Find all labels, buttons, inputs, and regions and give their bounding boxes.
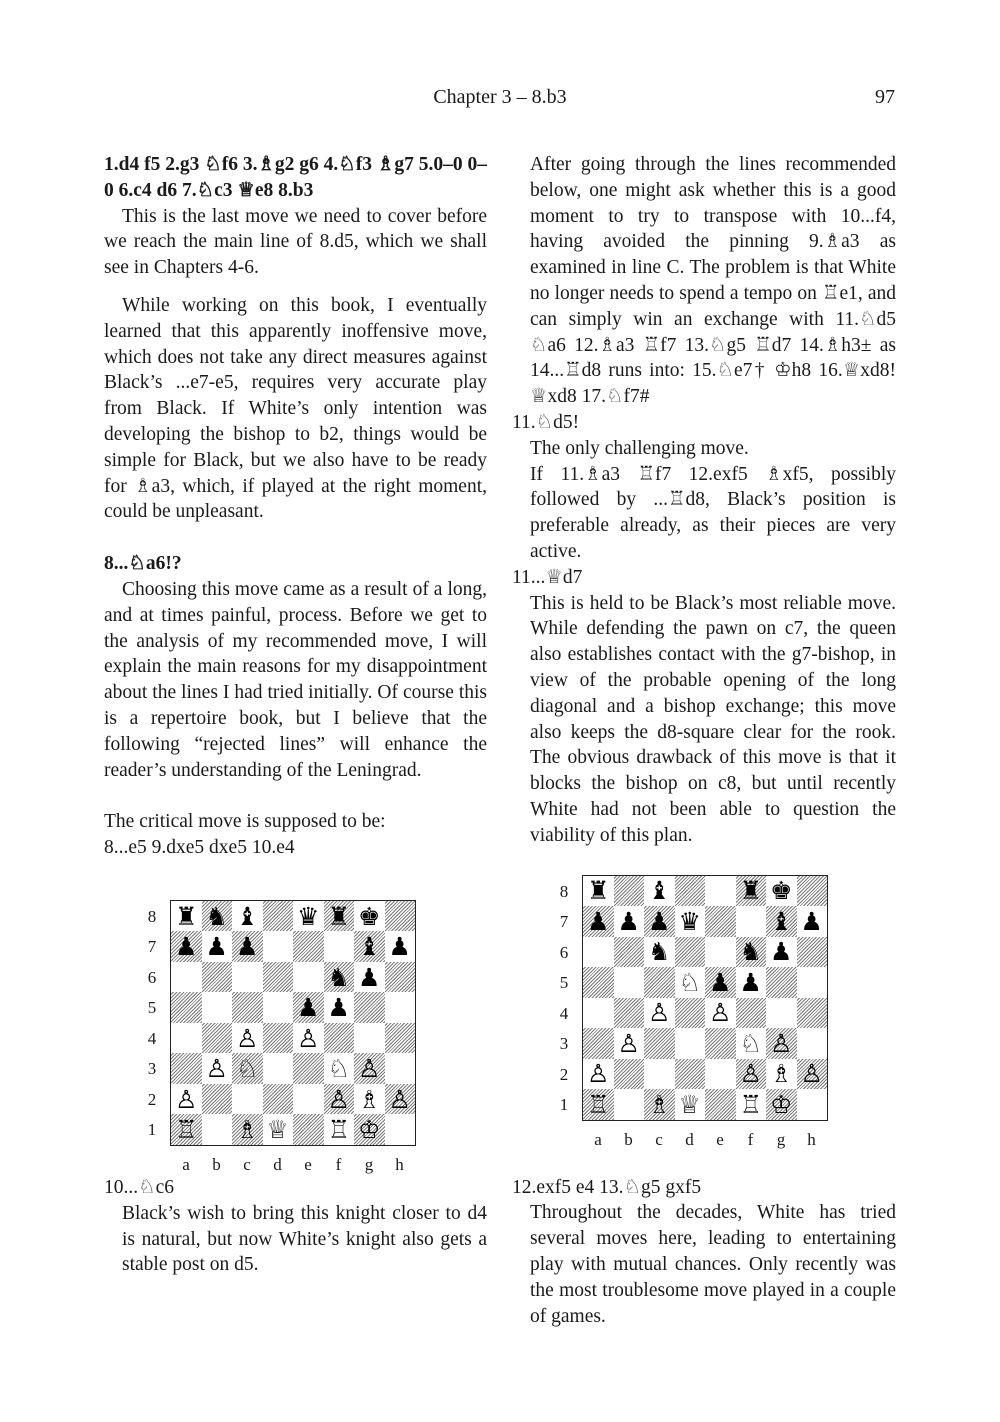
chess-piece: ♟ <box>587 906 610 936</box>
chess-piece: ♙ <box>388 1084 411 1114</box>
board-square <box>705 967 736 998</box>
chess-piece: ♙ <box>236 1023 259 1053</box>
chess-piece: ♟ <box>236 932 259 962</box>
chess-piece: ♝ <box>236 901 259 931</box>
rank-label: 7 <box>559 912 569 932</box>
chess-piece: ♙ <box>800 1059 823 1089</box>
chess-piece: ♙ <box>205 1054 228 1084</box>
chess-piece: ♝ <box>648 876 671 906</box>
board-square <box>797 906 828 937</box>
board-square <box>797 1028 828 1059</box>
chess-piece: ♔ <box>358 1115 381 1145</box>
board-square <box>705 1089 736 1120</box>
board-square <box>614 1028 645 1059</box>
left-column <box>104 152 487 1278</box>
rank-label: 6 <box>147 967 157 987</box>
rank-label: 5 <box>147 998 157 1018</box>
paragraph: Throughout the decades, White has tried several moves here, leading to entertaining play with mutual chances. Only recently was the most troublesome move played in a couple of games. <box>530 1202 896 1327</box>
board-square <box>644 1028 675 1059</box>
rank-label: 8 <box>147 906 157 926</box>
rank-label: 3 <box>559 1034 569 1054</box>
chess-piece: ♞ <box>205 901 228 931</box>
file-label: b <box>212 1154 221 1174</box>
board-square <box>232 1084 263 1115</box>
board-square <box>263 901 294 932</box>
chess-piece: ♟ <box>770 937 793 967</box>
board-square <box>232 901 263 932</box>
board-square <box>354 1023 385 1054</box>
file-label: h <box>395 1154 404 1174</box>
board-square <box>171 901 202 932</box>
rank-label: 6 <box>559 942 569 962</box>
move-line: 11...♕d7 <box>512 566 583 588</box>
chess-piece: ♕ <box>266 1115 289 1145</box>
board-square <box>614 937 645 968</box>
board-square <box>583 937 614 968</box>
board-square <box>583 1028 614 1059</box>
board-square <box>171 1023 202 1054</box>
board-square <box>675 906 706 937</box>
file-label: e <box>304 1154 312 1174</box>
board-square <box>293 992 324 1023</box>
file-label: g <box>364 1154 374 1174</box>
paragraph: This is the last move we need to cover before we reach the main line of 8.d5, which we shall see in Chapters 4-6. <box>104 205 487 279</box>
chess-piece: ♖ <box>739 1089 762 1119</box>
main-line-heading: 1.d4 f5 2.g3 ♘f6 3.♗g2 g6 4.♘f3 ♗g7 5.0–0 0–0 6.c4 d6 7.♘c3 ♕e8 8.b3 <box>104 154 488 201</box>
chess-piece: ♔ <box>770 1089 793 1119</box>
chess-piece: ♙ <box>739 1059 762 1089</box>
board-square <box>232 1053 263 1084</box>
board-square <box>354 962 385 993</box>
file-label: d <box>685 1129 694 1149</box>
rank-label: 5 <box>559 973 569 993</box>
paragraph: While working on this book, I eventually learned that this apparently inoffensive move, which does not take any direct measures against Black’s ...e7-e5, requires very accurate play from Black. If White’s only intention was developing the bishop to b2, things would be simple for Black, but we also have to be ready for ♗a3, which, if played at the right moment, could be unpleasant. <box>104 294 487 523</box>
board-square <box>232 1023 263 1054</box>
board-square <box>675 937 706 968</box>
chess-piece: ♞ <box>327 962 350 992</box>
chess-piece: ♙ <box>709 998 732 1028</box>
board-square <box>324 992 355 1023</box>
board-square <box>293 962 324 993</box>
board-square <box>385 1084 416 1115</box>
board-square <box>324 1114 355 1145</box>
board-square <box>736 967 767 998</box>
page-number: 97 <box>875 86 895 108</box>
board-square <box>797 967 828 998</box>
board-square <box>766 937 797 968</box>
chess-piece: ♗ <box>648 1089 671 1119</box>
board-square <box>736 906 767 937</box>
board-square <box>736 937 767 968</box>
chess-piece: ♜ <box>175 901 198 931</box>
chess-piece: ♙ <box>327 1084 350 1114</box>
board-square <box>171 1053 202 1084</box>
chess-piece: ♟ <box>327 993 350 1023</box>
file-label: a <box>182 1154 190 1174</box>
chess-piece: ♗ <box>770 1059 793 1089</box>
board-square <box>614 1059 645 1090</box>
board-square <box>293 931 324 962</box>
chess-piece: ♜ <box>587 876 610 906</box>
chess-piece: ♕ <box>678 1089 701 1119</box>
chess-piece: ♟ <box>800 906 823 936</box>
chess-piece: ♟ <box>358 962 381 992</box>
board-square <box>705 906 736 937</box>
board-square <box>232 992 263 1023</box>
board-square <box>263 992 294 1023</box>
board-square <box>293 1023 324 1054</box>
board-square <box>263 1053 294 1084</box>
move-line: 12.exf5 e4 13.♘g5 gxf5 <box>512 1176 702 1198</box>
board-square <box>324 1023 355 1054</box>
board-square <box>293 901 324 932</box>
board-square <box>385 931 416 962</box>
paragraph: Black’s wish to bring this knight closer to d4 is natural, but now White’s knight also gets a stable post on d5. <box>122 1202 487 1276</box>
chess-piece: ♝ <box>358 932 381 962</box>
board-square <box>583 967 614 998</box>
paragraph: This is held to be Black’s most reliable move. While defending the pawn on c7, the queen also establishes contact with the g7-bishop, in view of the probable opening of the long diagonal and a bishop exchange; this move also keeps the d8-square clear for the rook. The obvious drawback of this move is that it blocks the bishop on c8, but until recently White had not been able to question the viability of this plan. <box>530 592 896 846</box>
chess-piece: ♜ <box>327 901 350 931</box>
board-square <box>232 1114 263 1145</box>
chess-diagram-1 <box>104 861 487 1175</box>
board-square <box>675 876 706 907</box>
board-square <box>324 1053 355 1084</box>
rank-label: 4 <box>559 1003 569 1023</box>
board-square <box>736 876 767 907</box>
file-label: h <box>807 1129 816 1149</box>
board-square <box>263 1084 294 1115</box>
file-label: d <box>273 1154 282 1174</box>
file-label: a <box>594 1129 602 1149</box>
board-square <box>736 1028 767 1059</box>
chess-piece: ♛ <box>678 906 701 936</box>
paragraph: Choosing this move came as a result of a long, and at times painful, process. Before we get to the analysis of my recommended move, I will explain the main reasons for my disappointment about the lines I had tried initially. Of course this is a repertoire book, but I believe that the following “rejected lines” will enhance the reader’s understanding of the Leningrad. <box>104 578 487 781</box>
board-square <box>324 962 355 993</box>
board-square <box>797 1089 828 1120</box>
board-square <box>644 876 675 907</box>
move-line: 11.♘d5! <box>512 411 580 433</box>
rank-label: 1 <box>147 1120 157 1140</box>
chess-piece: ♟ <box>648 906 671 936</box>
board-square <box>385 962 416 993</box>
rank-label: 8 <box>559 881 569 901</box>
rank-label: 4 <box>147 1028 157 1048</box>
chessboard <box>582 875 828 1121</box>
board-square <box>171 1114 202 1145</box>
chess-piece: ♟ <box>709 967 732 997</box>
board-square <box>202 901 233 932</box>
board-square <box>202 962 233 993</box>
file-label: c <box>655 1129 663 1149</box>
board-square <box>354 992 385 1023</box>
board-square <box>675 998 706 1029</box>
board-square <box>614 1089 645 1120</box>
critical-intro: The critical move is supposed to be: <box>104 811 386 833</box>
chess-piece: ♟ <box>739 967 762 997</box>
board-square <box>644 906 675 937</box>
chess-piece: ♜ <box>739 876 762 906</box>
chess-piece: ♙ <box>175 1084 198 1114</box>
board-square <box>324 1084 355 1115</box>
board-square <box>766 1089 797 1120</box>
running-header-title: Chapter 3 – 8.b3 <box>433 86 567 108</box>
file-label: f <box>335 1154 342 1174</box>
rank-label: 1 <box>559 1095 569 1115</box>
chess-piece: ♖ <box>175 1115 198 1145</box>
chess-piece: ♟ <box>617 906 640 936</box>
board-square <box>385 1114 416 1145</box>
board-square <box>232 962 263 993</box>
file-label: b <box>624 1129 633 1149</box>
board-square <box>293 1114 324 1145</box>
board-square <box>263 962 294 993</box>
board-square <box>202 1114 233 1145</box>
move-line: 10...♘c6 <box>104 1176 175 1198</box>
board-square <box>385 901 416 932</box>
board-square <box>232 931 263 962</box>
board-square <box>324 931 355 962</box>
file-label: f <box>747 1129 754 1149</box>
chess-diagram-2 <box>530 849 896 1175</box>
board-square <box>583 906 614 937</box>
paragraph: After going through the lines recommended below, one might ask whether this is a good moment to try to transpose with 10...f4, having avoided the pinning 9.♗a3 as examined in line C. The problem is that White no longer needs to spend a tempo on ♖e1, and can simply win an exchange with 11.♘d5 ♘a6 12.♗a3 ♖f7 13.♘g5 ♖d7 14.♗h3± as 14...♖d8 runs into: 15.♘e7† ♔h8 16.♕xd8! ♕xd8 17.♘f7# <box>530 154 896 408</box>
board-square <box>324 901 355 932</box>
board-square <box>385 992 416 1023</box>
board-square <box>614 967 645 998</box>
chess-piece: ♖ <box>327 1115 350 1145</box>
board-square <box>766 876 797 907</box>
chess-piece: ♘ <box>739 1028 762 1058</box>
board-square <box>583 1059 614 1090</box>
board-square <box>766 906 797 937</box>
board-square <box>354 901 385 932</box>
board-square <box>583 1089 614 1120</box>
board-square <box>736 1089 767 1120</box>
rank-label: 7 <box>147 937 157 957</box>
board-square <box>675 1059 706 1090</box>
board-square <box>354 1053 385 1084</box>
board-square <box>705 937 736 968</box>
paragraph: If 11.♗a3 ♖f7 12.exf5 ♗xf5, possibly followed by ...♖d8, Black’s position is preferable already, as their pieces are very active. <box>530 463 896 562</box>
chess-piece: ♖ <box>587 1089 610 1119</box>
board-square <box>171 992 202 1023</box>
board-square <box>614 906 645 937</box>
board-square <box>766 1028 797 1059</box>
chess-piece: ♙ <box>358 1054 381 1084</box>
chess-piece: ♗ <box>358 1084 381 1114</box>
file-label: g <box>776 1129 786 1149</box>
board-square <box>644 1089 675 1120</box>
board-square <box>171 962 202 993</box>
chess-piece: ♘ <box>678 967 701 997</box>
board-square <box>675 1028 706 1059</box>
board-square <box>202 1084 233 1115</box>
chess-piece: ♙ <box>587 1059 610 1089</box>
rank-label: 2 <box>559 1064 569 1084</box>
file-label: e <box>716 1129 724 1149</box>
board-square <box>675 1089 706 1120</box>
board-square <box>583 876 614 907</box>
board-square <box>797 876 828 907</box>
rank-label: 2 <box>147 1089 157 1109</box>
board-square <box>797 1059 828 1090</box>
board-square <box>644 937 675 968</box>
board-square <box>705 1028 736 1059</box>
board-square <box>797 998 828 1029</box>
board-square <box>171 1084 202 1115</box>
board-square <box>385 1053 416 1084</box>
chess-piece: ♟ <box>297 993 320 1023</box>
board-square <box>202 1023 233 1054</box>
board-square <box>644 998 675 1029</box>
board-square <box>736 1059 767 1090</box>
board-square <box>797 937 828 968</box>
board-square <box>614 876 645 907</box>
board-square <box>766 998 797 1029</box>
chess-piece: ♚ <box>770 876 793 906</box>
chess-piece: ♝ <box>770 906 793 936</box>
board-square <box>263 1023 294 1054</box>
board-square <box>385 1023 416 1054</box>
chess-piece: ♟ <box>388 932 411 962</box>
chess-piece: ♟ <box>205 932 228 962</box>
board-square <box>354 931 385 962</box>
chess-piece: ♙ <box>297 1023 320 1053</box>
board-square <box>766 967 797 998</box>
note: The only challenging move. <box>530 437 749 459</box>
board-square <box>614 998 645 1029</box>
board-square <box>263 1114 294 1145</box>
board-square <box>354 1084 385 1115</box>
chess-piece: ♞ <box>739 937 762 967</box>
chess-piece: ♗ <box>236 1115 259 1145</box>
move-heading: 8...♘a6!? <box>104 553 182 575</box>
board-square <box>202 992 233 1023</box>
board-square <box>644 967 675 998</box>
file-label: c <box>243 1154 251 1174</box>
chess-piece: ♟ <box>175 932 198 962</box>
board-square <box>644 1059 675 1090</box>
chess-piece: ♚ <box>358 901 381 931</box>
chess-piece: ♞ <box>648 937 671 967</box>
chess-piece: ♙ <box>648 998 671 1028</box>
board-square <box>354 1114 385 1145</box>
chessboard <box>170 900 416 1146</box>
board-square <box>293 1084 324 1115</box>
board-square <box>202 931 233 962</box>
board-square <box>171 931 202 962</box>
board-square <box>263 931 294 962</box>
chess-piece: ♙ <box>617 1028 640 1058</box>
board-square <box>583 998 614 1029</box>
board-square <box>766 1059 797 1090</box>
board-square <box>736 998 767 1029</box>
board-square <box>705 876 736 907</box>
chess-piece: ♘ <box>327 1054 350 1084</box>
board-square <box>202 1053 233 1084</box>
board-square <box>705 998 736 1029</box>
rank-label: 3 <box>147 1059 157 1079</box>
critical-line: 8...e5 9.dxe5 dxe5 10.e4 <box>104 837 295 859</box>
chess-piece: ♙ <box>770 1028 793 1058</box>
chess-piece: ♛ <box>297 901 320 931</box>
board-square <box>293 1053 324 1084</box>
board-square <box>675 967 706 998</box>
board-square <box>705 1059 736 1090</box>
right-column <box>512 152 896 1329</box>
chess-piece: ♘ <box>236 1054 259 1084</box>
